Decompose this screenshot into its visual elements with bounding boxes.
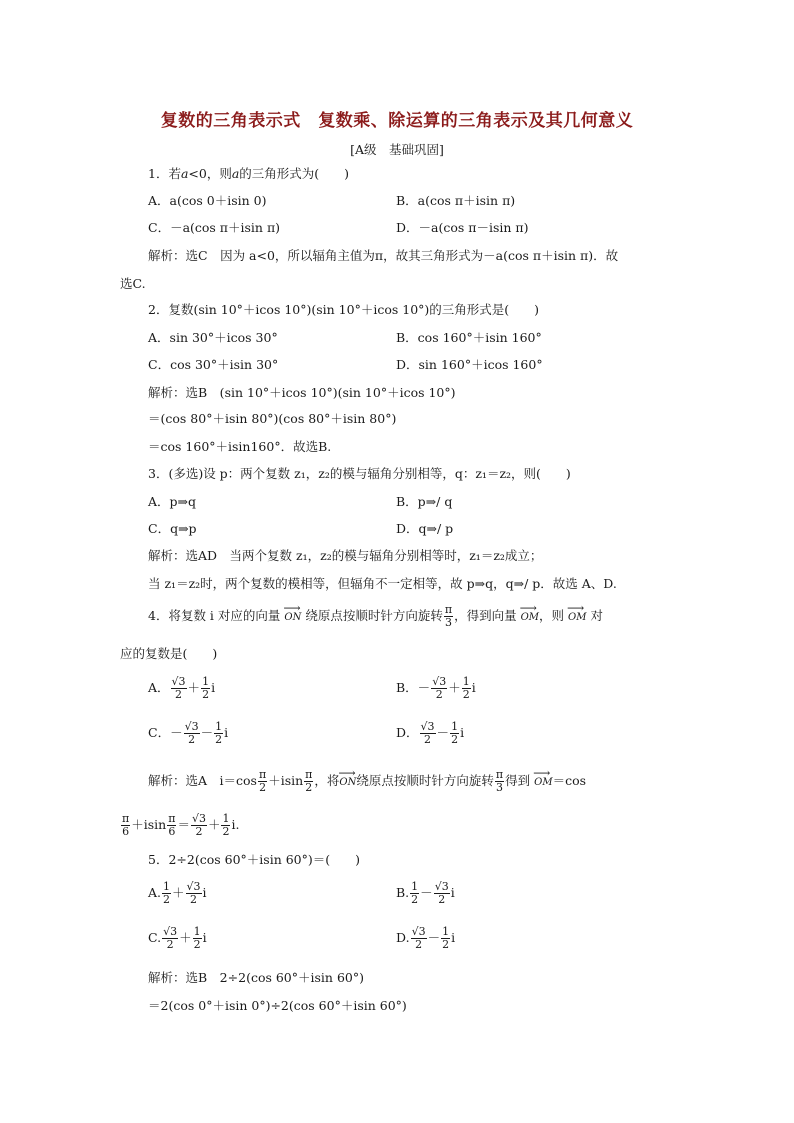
page-title: 复数的三角表示式 复数乘、除运算的三角表示及其几何意义	[160, 111, 634, 131]
q3-option-a: A．p⇒q	[148, 494, 197, 509]
q1-option-b: B．a(cos π＋isin π)	[396, 193, 516, 208]
q5-solution-line1: 解析：选B 2÷2(cos 60°＋isin 60°)	[148, 970, 364, 985]
q4-stem-line2: 应的复数是( )	[120, 646, 218, 661]
q4-stem: 4．将复数 i 对应的向量 ⟶ ON 绕原点按顺时针方向旋转 $\frac{\pi}{3}$ ，得到向量 ⟶ OM，则 ⟶ OM 对	[148, 604, 603, 629]
q2-option-d: D．sin 160°＋icos 160°	[396, 357, 543, 372]
q5-option-a: A. $\frac{1}{2}$ ＋ $\frac{√3}{2}$ i	[148, 880, 207, 906]
q4-option-a: A． $\frac{√3}{2}$ ＋ $\frac{1}{2}$ i	[148, 675, 216, 701]
q2-option-a: A．sin 30°＋icos 30°	[148, 330, 278, 345]
q5-option-b: B. $\frac{1}{2}$ － $\frac{√3}{2}$ i	[396, 880, 455, 906]
q1-option-c: C．－a(cos π＋isin π)	[148, 220, 281, 235]
q3-solution-line1: 解析：选AD 当两个复数 z₁，z₂的模与辐角分别相等时，z₁＝z₂成立；	[148, 548, 543, 563]
q4-option-c: C．－ $\frac{√3}{2}$ － $\frac{1}{2}$ i	[148, 720, 229, 746]
q2-solution-line2: ＝(cos 80°＋isin 80°)(cos 80°＋isin 80°)	[148, 411, 397, 426]
q2-option-c: C．cos 30°＋isin 30°	[148, 357, 279, 372]
q4-option-d: D． $\frac{√3}{2}$ － $\frac{1}{2}$ i	[396, 720, 465, 746]
q1-solution-line2: 选C.	[120, 276, 146, 291]
vector-on: ⟶ ON	[284, 604, 301, 626]
q4-solution-line1: 解析：选A i＝cos $\frac{\pi}{2}$ ＋isin $\frac{\pi}{2}$ ，将⟶ ON绕原点按顺时针方向旋转 $\frac{\pi}{3}$ 得到 ⟶ OM＝cos	[148, 769, 586, 794]
vector-om-solution: ⟶ OM	[534, 769, 552, 791]
section-label: [A级 基础巩固]	[350, 142, 444, 157]
q3-option-c: C．q⇒p	[148, 521, 197, 536]
q2-option-b: B．cos 160°＋isin 160°	[396, 330, 542, 345]
q5-solution-line2: ＝2(cos 0°＋isin 0°)÷2(cos 60°＋isin 60°)	[148, 998, 407, 1013]
q2-solution-line1: 解析：选B (sin 10°＋icos 10°)(sin 10°＋icos 10°)	[148, 385, 456, 400]
q2-solution-line3: ＝cos 160°＋isin160°．故选B.	[148, 439, 332, 454]
vector-om-2: ⟶ OM	[568, 604, 586, 626]
fraction-pi-over-3: $\frac{\pi}{3}$	[444, 603, 453, 629]
q3-option-b: B．p⇒/ q	[396, 494, 453, 509]
vector-om: ⟶ OM	[521, 604, 539, 626]
q2-stem: 2．复数(sin 10°＋icos 10°)(sin 10°＋icos 10°)的三角形式是( )	[148, 302, 540, 317]
q5-option-c: C. $\frac{√3}{2}$ ＋ $\frac{1}{2}$ i	[148, 925, 207, 951]
q4-option-b: B．－ $\frac{√3}{2}$ ＋ $\frac{1}{2}$ i	[396, 675, 476, 701]
q1-solution-line1: 解析：选C 因为 a<0，所以辐角主值为π，故其三角形式为－a(cos π＋isin π)．故	[148, 248, 619, 263]
q3-solution-line2: 当 z₁＝z₂时，两个复数的模相等，但辐角不一定相等，故 p⇒q，q⇒/ p．故选 A、D.	[148, 576, 617, 591]
q4-solution-line2: $\frac{\pi}{6}$ ＋isin $\frac{\pi}{6}$ ＝ $\frac{√3}{2}$ ＋ $\frac{1}{2}$ i.	[122, 812, 240, 838]
q1-option-a: A．a(cos 0＋isin 0)	[148, 193, 267, 208]
q5-stem: 5．2÷2(cos 60°＋isin 60°)＝( )	[148, 852, 360, 867]
q1-option-d: D．－a(cos π－isin π)	[396, 220, 529, 235]
q5-option-d: D. $\frac{√3}{2}$ － $\frac{1}{2}$ i	[396, 925, 456, 951]
vector-on-solution: ⟶ ON	[339, 769, 356, 791]
q3-option-d: D．q⇒/ p	[396, 521, 454, 536]
q3-stem: 3．(多选)设 p：两个复数 z₁，z₂的模与辐角分别相等，q：z₁＝z₂，则( )	[148, 466, 571, 481]
q1-stem: 1．若a<0，则a的三角形式为( )	[148, 166, 350, 181]
